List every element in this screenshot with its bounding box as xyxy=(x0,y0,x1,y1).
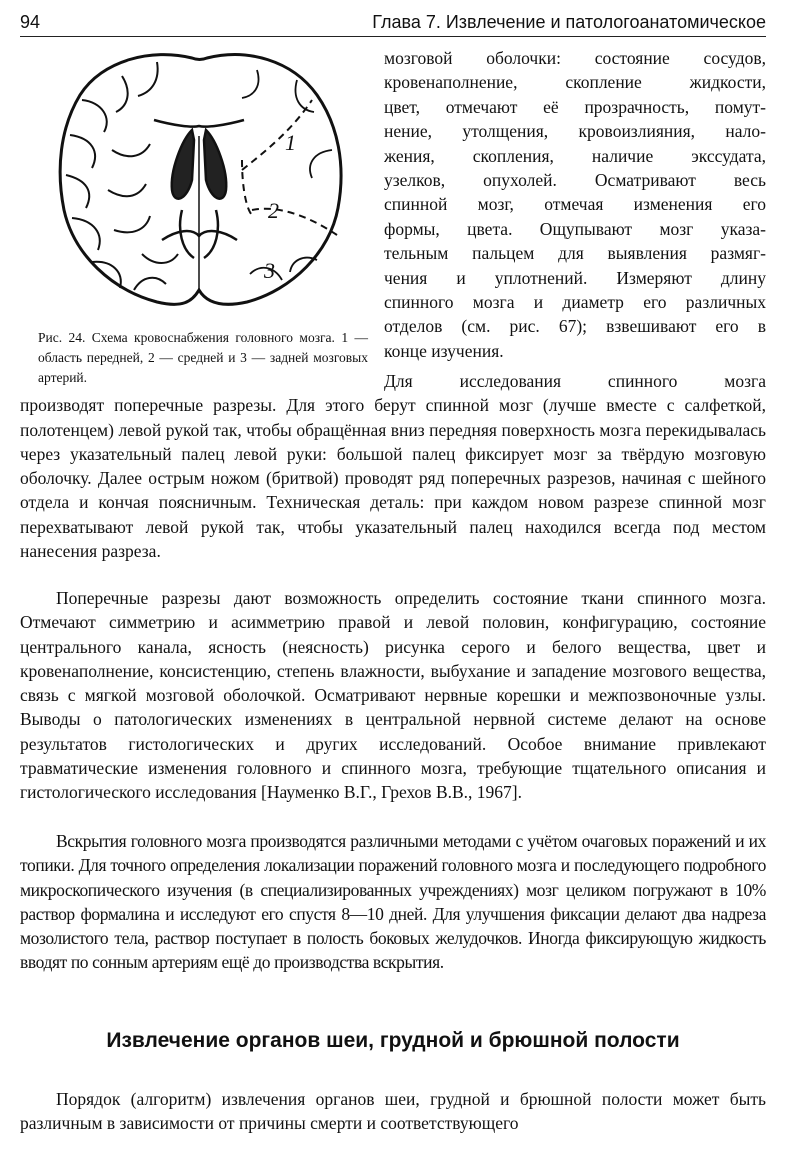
central-structures xyxy=(154,120,244,290)
paragraph-spinal-cord-sections xyxy=(20,369,766,563)
paragraph-text: Порядок (алгоритм) извлечения органов шеи, грудной и брюшной полости может быть различным в зависимости от причины смерти и соответствующего xyxy=(20,1089,766,1134)
text-line: отделов (см. рис. 67); взвешивают его в xyxy=(384,316,766,337)
text-line: нение, утолщения, кровоизлияния, нало- xyxy=(384,121,766,142)
paragraph-brain-autopsy xyxy=(20,829,766,975)
paragraph-text: производят поперечные разрезы. Для этого берут спинной мозг (лучше вместе с салфеткой, полотенцем) левой рукой так, чтобы обращённая вниз передняя поверхность мозга перекидывалась через указательный палец левой руки: большой палец фиксирует мозг за твёрдую мозговую оболочку. Далее острым ножом (бритвой) проводят ряд поперечных разрезов, начиная с шейного отдела и кончая поясничным. Техническая деталь: при каждом новом разрезе спинной мозг перехватывают левой рукой так, чтобы указательный палец находился всегда под местом нанесения разреза. xyxy=(20,395,766,562)
text-line: спинного мозга и диаметр его различных xyxy=(384,292,766,313)
brain-section-drawing xyxy=(42,40,356,320)
brain-outline xyxy=(60,55,341,305)
label-posterior: 3 xyxy=(264,258,275,283)
paragraph-text: Поперечные разрезы дают возможность определить состояние ткани спинного мозга. Отмечают симметрию и асимметрию правой и левой половин, конфигурацию, состояние центрального канала, ясность (неясность) рисунка серого и белого вещества, цвет и кровенаполнение, консистенцию, степень влажности, выбухание и западение мозгового вещества, связь с мягкой мозговой оболочкой. Осматривают нервные корешки и межпозвоночные узлы. Выводы о патологических изменениях в центральной нервной системе делают на основе результатов гистологических и других исследований. Особое внимание привлекают травматические изменения головного и спинного мозга, требующие тщательного описания и гистологического исследования [Науменко В.Г., Грехов В.В., 1967]. xyxy=(20,588,766,803)
brain-blood-supply-figure xyxy=(42,40,356,320)
chapter-title: Глава 7. Извлечение и патологоанатомическое xyxy=(372,12,766,32)
figure-caption: Рис. 24. Схема кровоснабжения головного мозга. 1 — область передней, 2 — средней и 3 — задней мозговых артерий. xyxy=(38,330,368,385)
section-heading: Извлечение органов шеи, грудной и брюшной полости xyxy=(106,1029,680,1052)
text-line: цвет, отмечают её прозрачность, помут- xyxy=(384,96,766,117)
text-line: кровенаполнение, скопление жидкости, xyxy=(384,72,766,93)
label-middle: 2 xyxy=(268,198,279,223)
paragraph-organ-extraction xyxy=(20,1087,766,1136)
left-gyri xyxy=(66,62,178,290)
text-line: формы, цвета. Ощупывают мозг указа- xyxy=(384,218,766,239)
paragraph-text: Вскрытия головного мозга производятся различными методами с учётом очаговых поражений и их топики. Для точного определения локализации поражений головного мозга и последующего подробного микроскопического изучения (в специализированных учреждениях) мозг целиком погружают в 10% раствор формалина и исследуют его спустя 8—10 дней. Для улучшения фиксации делают два надреза мозолистого тела, раствор поступает в полость боковых желудочков. Иногда фиксирующую жидкость вводят по сонным артериям ещё до производства вскрытия. xyxy=(20,831,766,973)
text-line: конце изучения. xyxy=(384,340,504,361)
right-column-text xyxy=(384,46,766,363)
page-number: 94 xyxy=(20,12,41,32)
territory-boundaries xyxy=(242,100,337,235)
text-line: узелков, опухолей. Осматривают весь xyxy=(384,170,766,191)
text-line: жения, скопления, наличие экссудата, xyxy=(384,145,766,166)
paragraph-first-line: Для исследования спинного мозга xyxy=(384,371,766,391)
text-line: тельным пальцем для выявления размяг- xyxy=(384,243,766,264)
label-anterior: 1 xyxy=(285,130,296,155)
right-gyri xyxy=(242,70,332,280)
paragraph-cross-sections xyxy=(20,586,766,805)
text-line: мозговой оболочки: состояние сосудов, xyxy=(384,48,766,68)
text-line: чения и уплотнений. Измеряют длину xyxy=(384,267,766,288)
running-header xyxy=(20,8,766,37)
text-line: спинной мозг, отмечая изменения его xyxy=(384,194,766,215)
